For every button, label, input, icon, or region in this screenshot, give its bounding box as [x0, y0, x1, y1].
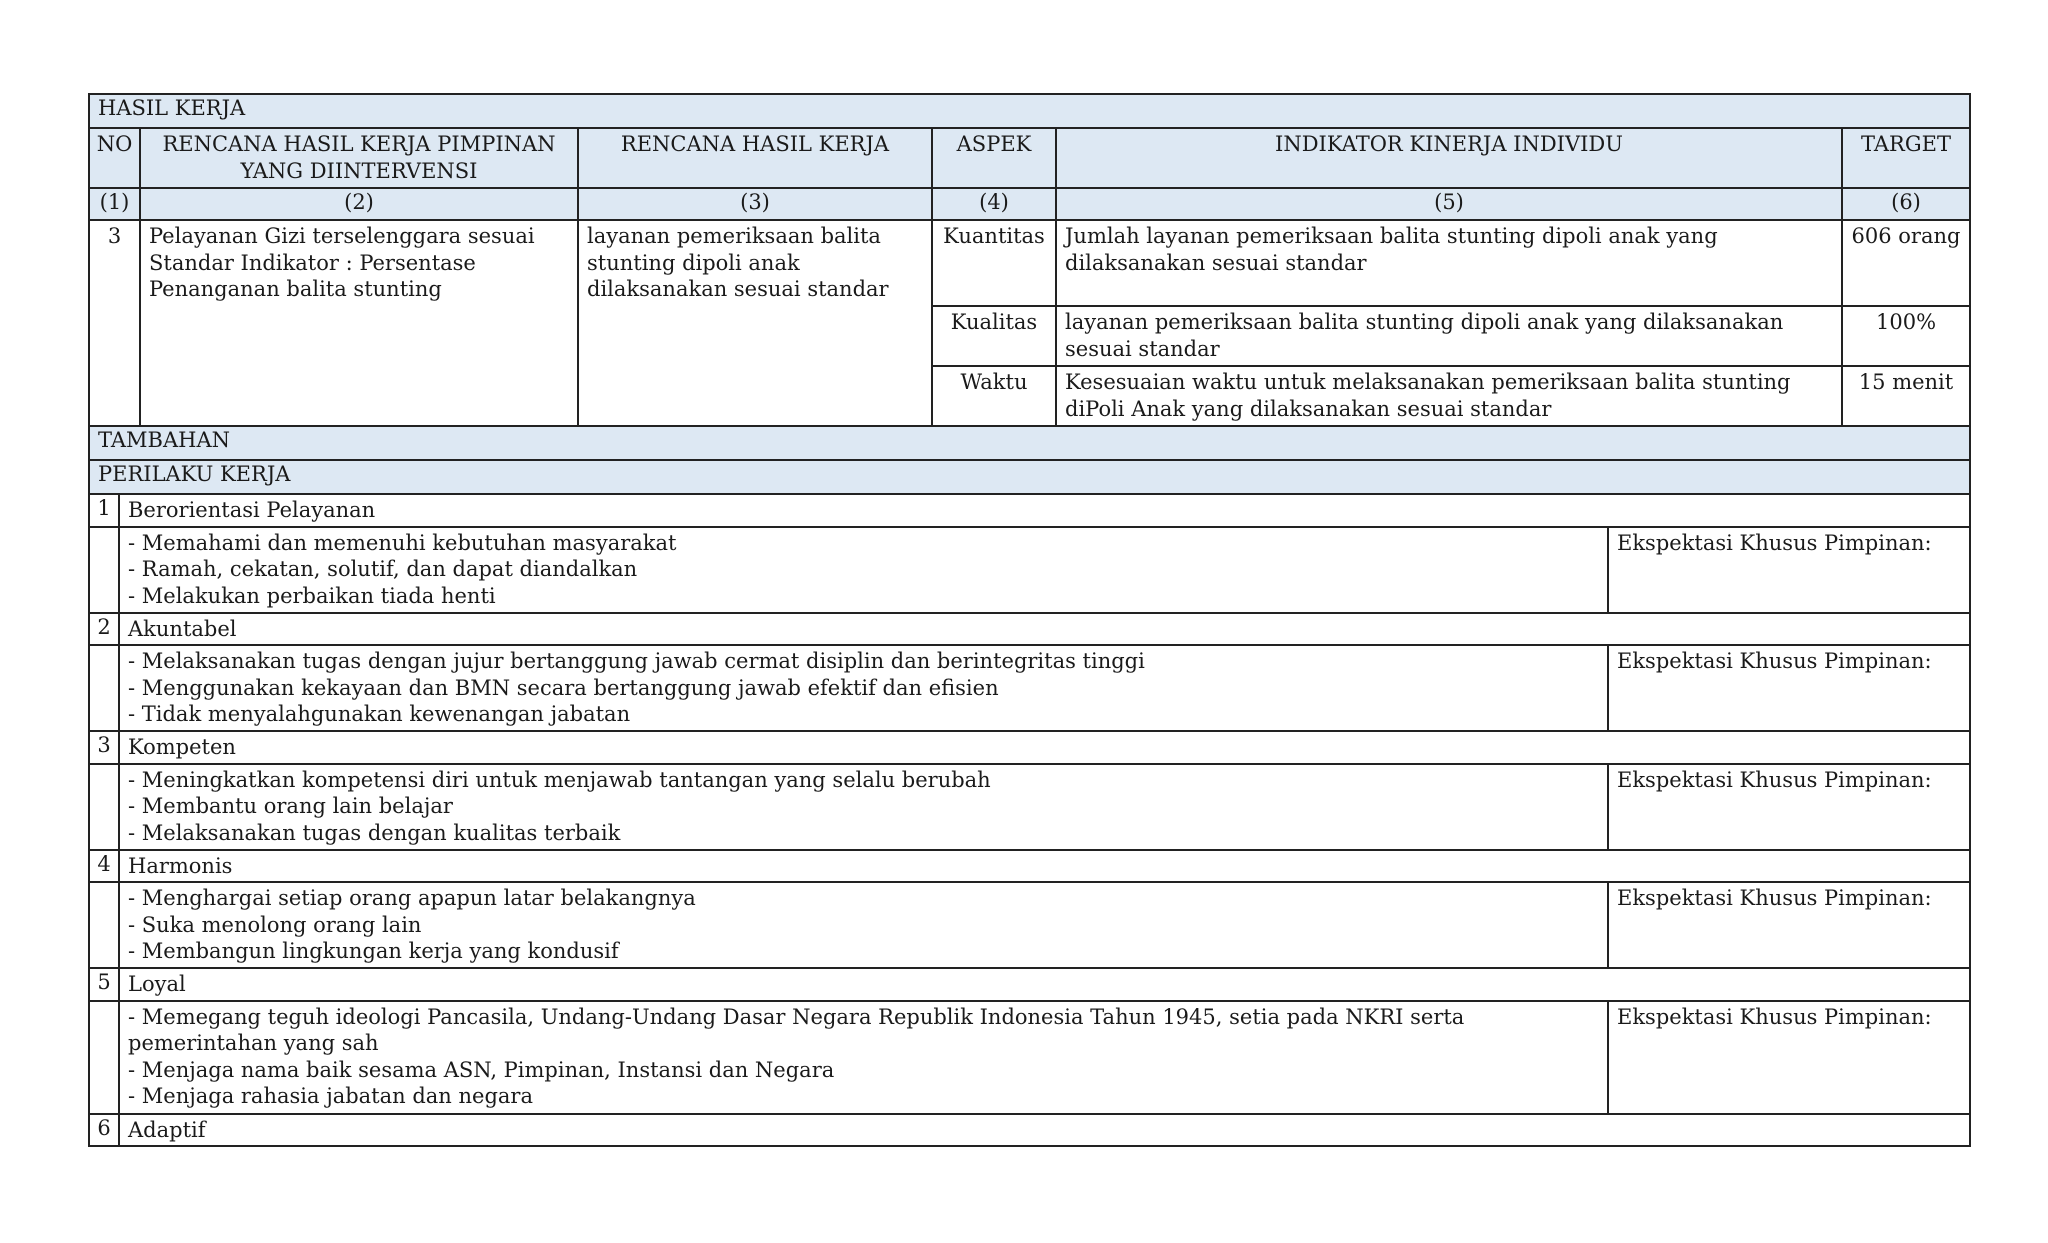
behavior-item-number: 5 [89, 968, 119, 1001]
header-number-5: (5) [1056, 188, 1842, 220]
behavior-item-detail-row [89, 1001, 1970, 1114]
behavior-item-points [119, 1001, 1608, 1114]
header-number-2: (2) [140, 188, 578, 220]
behavior-item-title: Akuntabel [119, 613, 1970, 646]
header-number-1: (1) [89, 188, 140, 220]
indikator-kuantitas: Jumlah layanan pemeriksaan balita stunting dipoli anak yang dilaksanakan sesuai standar [1056, 220, 1842, 306]
expectation-label: Ekspektasi Khusus Pimpinan: [1608, 882, 1970, 968]
behavior-item-points [119, 645, 1608, 731]
behavior-item-title-row [89, 494, 1970, 527]
header-no: NO [89, 128, 140, 188]
header-rhk: RENCANA HASIL KERJA [578, 128, 932, 188]
indikator-waktu: Kesesuaian waktu untuk melaksanakan pemeriksaan balita stunting diPoli Anak yang dilaksanakan sesuai standar [1056, 366, 1842, 426]
target-kualitas: 100% [1842, 306, 1970, 366]
list-item: - Tidak menyalahgunakan kewenangan jabatan [128, 702, 631, 726]
perilaku-kerja-table [88, 459, 1971, 1147]
behavior-item-detail-row [89, 527, 1970, 613]
list-item: - Memahami dan memenuhi kebutuhan masyarakat [128, 530, 677, 555]
list-item: - Menghargai setiap orang apapun latar belakangnya [128, 886, 696, 910]
skp-document [88, 93, 1969, 1147]
behavior-item-title: Berorientasi Pelayanan [119, 494, 1970, 527]
list-item: - Meningkatkan kompetensi diri untuk menjawab tantangan yang selalu berubah [128, 767, 991, 792]
list-item: - Menjaga rahasia jabatan dan negara [128, 1084, 533, 1108]
header-number-4: (4) [932, 188, 1056, 220]
behavior-item-points [119, 882, 1608, 968]
perilaku-kerja-section-title: PERILAKU KERJA [89, 460, 1970, 494]
list-item: - Membangun lingkungan kerja yang kondusif [128, 939, 619, 963]
expectation-label: Ekspektasi Khusus Pimpinan: [1608, 645, 1970, 731]
behavior-item-title: Harmonis [119, 850, 1970, 883]
target-waktu: 15 menit [1842, 366, 1970, 426]
header-rhk-pimpinan: RENCANA HASIL KERJA PIMPINAN YANG DIINTERVENSI [140, 128, 578, 188]
indikator-kualitas: layanan pemeriksaan balita stunting dipoli anak yang dilaksanakan sesuai standar [1056, 306, 1842, 366]
aspek-waktu: Waktu [932, 366, 1056, 426]
list-item: - Menjaga nama baik sesama ASN, Pimpinan, Instansi dan Negara [128, 1057, 835, 1082]
behavior-item-title-row [89, 1114, 1970, 1147]
behavior-item-points [119, 527, 1608, 613]
list-item: - Memegang teguh ideologi Pancasila, Undang-Undang Dasar Negara Republik Indonesia Tahun 1945, setia pada NKRI serta pemerintahan yang sah [128, 1004, 1465, 1055]
row-no: 3 [89, 220, 140, 426]
hasil-kerja-table [88, 93, 1971, 461]
hasil-kerja-section-title: HASIL KERJA [89, 94, 1970, 128]
header-number-3: (3) [578, 188, 932, 220]
list-item: - Menggunakan kekayaan dan BMN secara bertanggung jawab efektif dan efisien [128, 675, 999, 700]
behavior-item-title: Loyal [119, 968, 1970, 1001]
row-rhk: layanan pemeriksaan balita stunting dipoli anak dilaksanakan sesuai standar [578, 220, 932, 426]
behavior-item-number: 1 [89, 494, 119, 527]
behavior-item-number: 3 [89, 731, 119, 764]
behavior-item-detail-row [89, 645, 1970, 731]
header-indikator: INDIKATOR KINERJA INDIVIDU [1056, 128, 1842, 188]
behavior-item-points [119, 764, 1608, 850]
behavior-item-number: 2 [89, 613, 119, 646]
table-row [89, 220, 1970, 306]
list-item: - Suka menolong orang lain [128, 912, 422, 937]
target-kuantitas: 606 orang [1842, 220, 1970, 306]
behavior-item-title-row [89, 968, 1970, 1001]
header-number-6: (6) [1842, 188, 1970, 220]
expectation-label: Ekspektasi Khusus Pimpinan: [1608, 764, 1970, 850]
list-item: - Melaksanakan tugas dengan jujur bertanggung jawab cermat disiplin dan berintegritas tinggi [128, 649, 1145, 673]
list-item: - Melakukan perbaikan tiada henti [128, 583, 496, 608]
list-item: - Melaksanakan tugas dengan kualitas terbaik [128, 820, 621, 845]
behavior-item-number: 6 [89, 1114, 119, 1147]
header-aspek: ASPEK [932, 128, 1056, 188]
behavior-item-number: 4 [89, 850, 119, 883]
row-rhk-pimpinan: Pelayanan Gizi terselenggara sesuai Standar Indikator : Persentase Penanganan balita stunting [140, 220, 578, 426]
list-item: - Membantu orang lain belajar [128, 794, 453, 818]
expectation-label: Ekspektasi Khusus Pimpinan: [1608, 527, 1970, 613]
behavior-item-title-row [89, 731, 1970, 764]
tambahan-section-title: TAMBAHAN [89, 426, 1970, 460]
behavior-item-title: Adaptif [119, 1114, 1970, 1147]
aspek-kualitas: Kualitas [932, 306, 1056, 366]
behavior-item-title-row [89, 850, 1970, 883]
aspek-kuantitas: Kuantitas [932, 220, 1056, 306]
behavior-item-title: Kompeten [119, 731, 1970, 764]
expectation-label: Ekspektasi Khusus Pimpinan: [1608, 1001, 1970, 1114]
behavior-item-detail-row [89, 882, 1970, 968]
behavior-item-detail-row [89, 764, 1970, 850]
behavior-item-title-row [89, 613, 1970, 646]
list-item: - Ramah, cekatan, solutif, dan dapat diandalkan [128, 557, 638, 581]
header-target: TARGET [1842, 128, 1970, 188]
